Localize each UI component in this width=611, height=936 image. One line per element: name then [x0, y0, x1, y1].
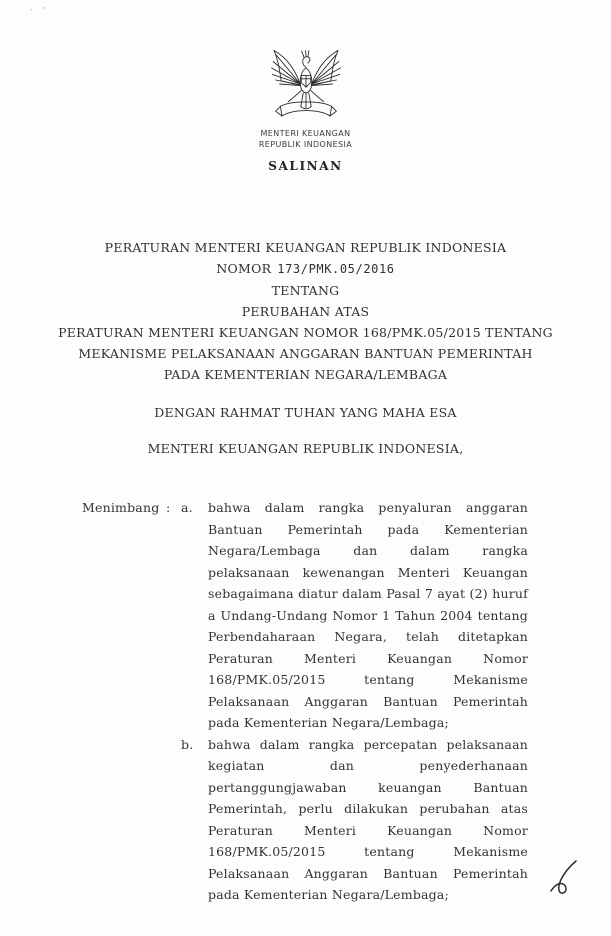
ministry-country: REPUBLIK INDONESIA — [258, 139, 353, 149]
item-text: bahwa dalam rangka percepatan pelaksanaan kegiatan dan penyederhanaan pertanggungjawaban keuangan Bantuan Pemerintah, perlu dilakukan perubahan atas Peraturan Menteri Keuangan Nomor 168/PMK.05/2015 tentang Mekanisme Pelaksanaan Anggaran Bantuan Pemerintah pada Kementerian Negara/Lembaga; — [208, 736, 528, 902]
title-line-1: PERATURAN MENTERI KEUANGAN REPUBLIK INDONESIA — [104, 240, 507, 255]
garuda-pancasila-emblem — [0, 42, 611, 126]
title-line-7: PADA KEMENTERIAN NEGARA/LEMBAGA — [163, 367, 448, 382]
consideration-items — [181, 497, 528, 906]
copy-label: SALINAN — [268, 159, 343, 173]
menimbang-label: Menimbang — [82, 500, 160, 515]
invocation-line: DENGAN RAHMAT TUHAN YANG MAHA ESA — [154, 405, 457, 420]
item-marker: a. — [181, 500, 193, 515]
regulation-number-line — [0, 258, 611, 280]
item-marker: b. — [181, 736, 194, 752]
regulation-title — [0, 237, 611, 385]
nomor-value: 173/PMK.05/2016 — [277, 262, 395, 276]
handwritten-initial — [548, 858, 582, 904]
title-line-6: MEKANISME PELAKSANAAN ANGGARAN BANTUAN PEMERINTAH — [78, 346, 533, 361]
title-line-4: PERUBAHAN ATAS — [241, 304, 370, 319]
title-line-tentang: TENTANG — [271, 283, 340, 298]
pencil-mark: ˋ ˊ — [29, 6, 49, 20]
title-line-5: PERATURAN MENTERI KEUANGAN NOMOR 168/PMK.05/2015 TENTANG — [58, 325, 553, 340]
considerations-section — [0, 497, 611, 906]
consideration-item-a — [181, 497, 528, 734]
letterhead — [0, 0, 611, 173]
menimbang-colon: : — [166, 500, 171, 515]
item-text: bahwa dalam rangka penyaluran anggaran Bantuan Pemerintah pada Kementerian Negara/Lembaga dan dalam rangka pelaksanaan kewenangan Menteri Keuangan sebagaimana diatur dalam Pasal 7 ayat (2) huruf a Undang-Undang Nomor 1 Tahun 2004 tentang Perbendaharaan Negara, telah ditetapkan Peraturan Menteri Keuangan Nomor 168/PMK.05/2015 tentang Mekanisme Pelaksanaan Anggaran Bantuan Pemerintah pada Kementerian Negara/Lembaga; — [208, 500, 528, 730]
nomor-label: NOMOR — [216, 261, 272, 276]
authority-line: MENTERI KEUANGAN REPUBLIK INDONESIA, — [147, 441, 464, 456]
ministry-name: MENTERI KEUANGAN — [260, 129, 351, 138]
consideration-item-b — [181, 734, 528, 906]
